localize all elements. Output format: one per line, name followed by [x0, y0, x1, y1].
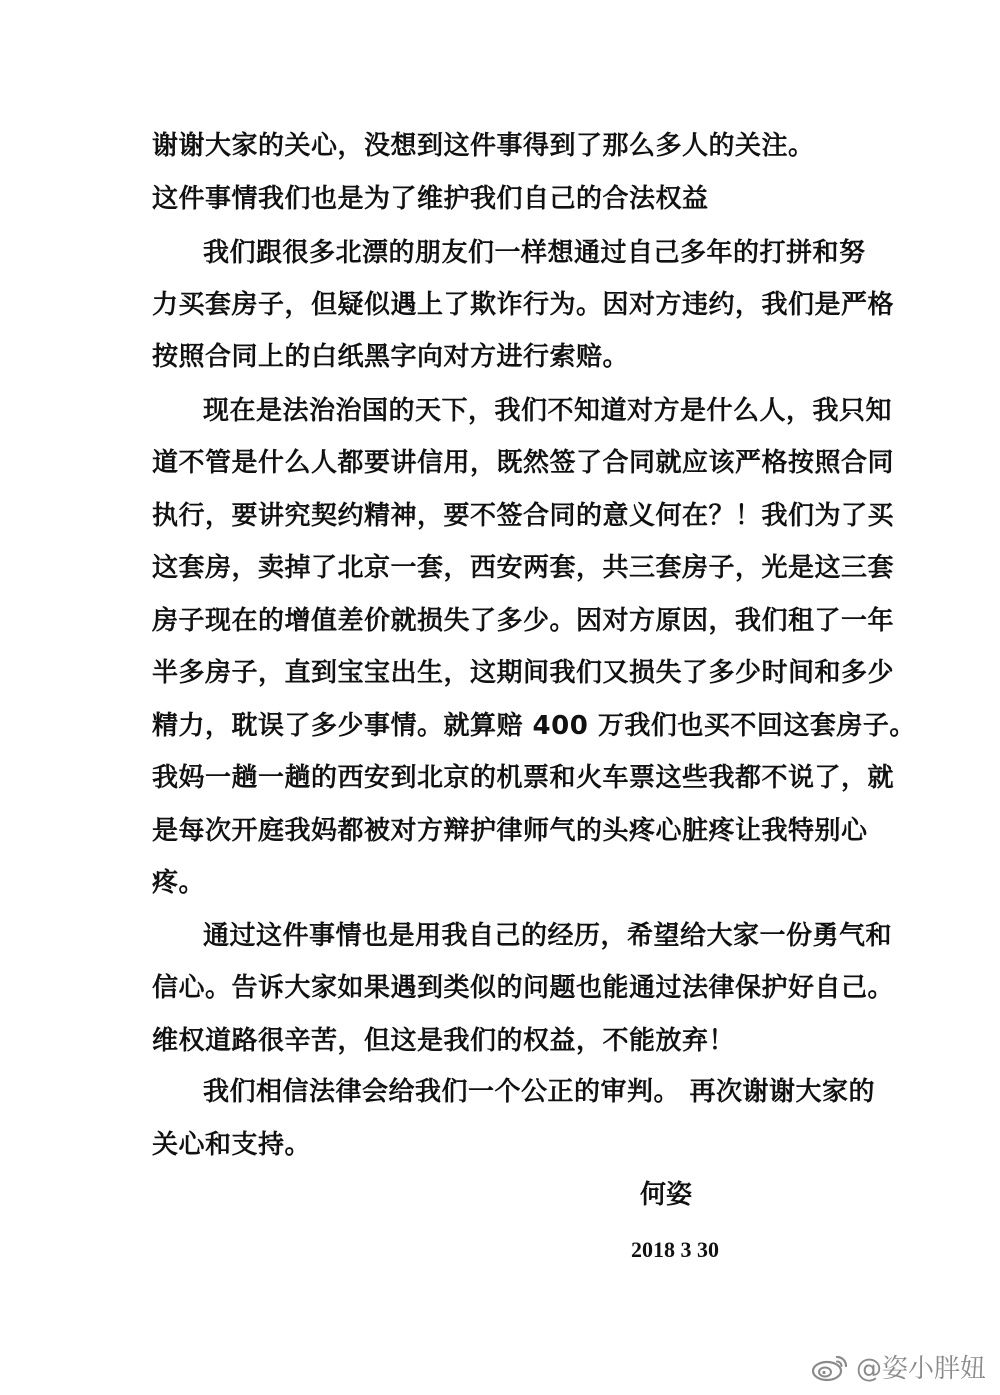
- letter-line: 精力，耽误了多少事情。就算赔 400 万我们也买不回这套房子。: [152, 711, 916, 741]
- letter-line: 谢谢大家的关心，没想到这件事得到了那么多人的关注。: [152, 131, 815, 161]
- letter-line: 半多房子，直到宝宝出生，这期间我们又损失了多少时间和多少: [152, 658, 895, 688]
- watermark-text: @姿小胖妞: [855, 1354, 986, 1384]
- letter-line: 信心。告诉大家如果遇到类似的问题也能通过法律保护好自己。: [152, 973, 895, 1003]
- letter-line: 执行，要讲究契约精神，要不签合同的意义何在？！我们为了买: [152, 501, 895, 531]
- letter-line: 我们跟很多北漂的朋友们一样想通过自己多年的打拼和努: [203, 238, 866, 268]
- letter-line: 按照合同上的白纸黑字向对方进行索赔。: [152, 342, 630, 372]
- letter-line: 现在是法治治国的天下，我们不知道对方是什么人，我只知: [203, 396, 893, 426]
- letter-line: 疼。: [152, 868, 206, 898]
- letter-line: 维权道路很辛苦，但这是我们的权益，不能放弃！: [152, 1026, 736, 1056]
- letter-line: 是每次开庭我妈都被对方辩护律师气的头疼心脏疼让我特别心: [152, 816, 868, 846]
- letter-line: 通过这件事情也是用我自己的经历，希望给大家一份勇气和: [203, 921, 893, 951]
- letter-line: 道不管是什么人都要讲信用，既然签了合同就应该严格按照合同: [152, 448, 895, 478]
- letter-line: 这件事情我们也是为了维护我们自己的合法权益: [152, 184, 709, 214]
- weibo-icon: [810, 1352, 850, 1382]
- letter-line: 力买套房子，但疑似遇上了欺诈行为。因对方违约，我们是严格: [152, 290, 895, 320]
- signature-name: 何姿: [640, 1180, 693, 1210]
- letter-line: 这套房，卖掉了北京一套，西安两套，共三套房子，光是这三套: [152, 553, 895, 583]
- letter-line: 我们相信法律会给我们一个公正的审判。 再次谢谢大家的: [203, 1077, 876, 1107]
- signature-date: 2018 3 30: [631, 1237, 719, 1262]
- weibo-watermark: [810, 1348, 986, 1385]
- letter-line: 关心和支持。: [152, 1130, 312, 1160]
- letter-line: 我妈一趟一趟的西安到北京的机票和火车票这些我都不说了，就: [152, 763, 895, 793]
- letter-line: 房子现在的增值差价就损失了多少。因对方原因，我们租了一年: [152, 606, 895, 636]
